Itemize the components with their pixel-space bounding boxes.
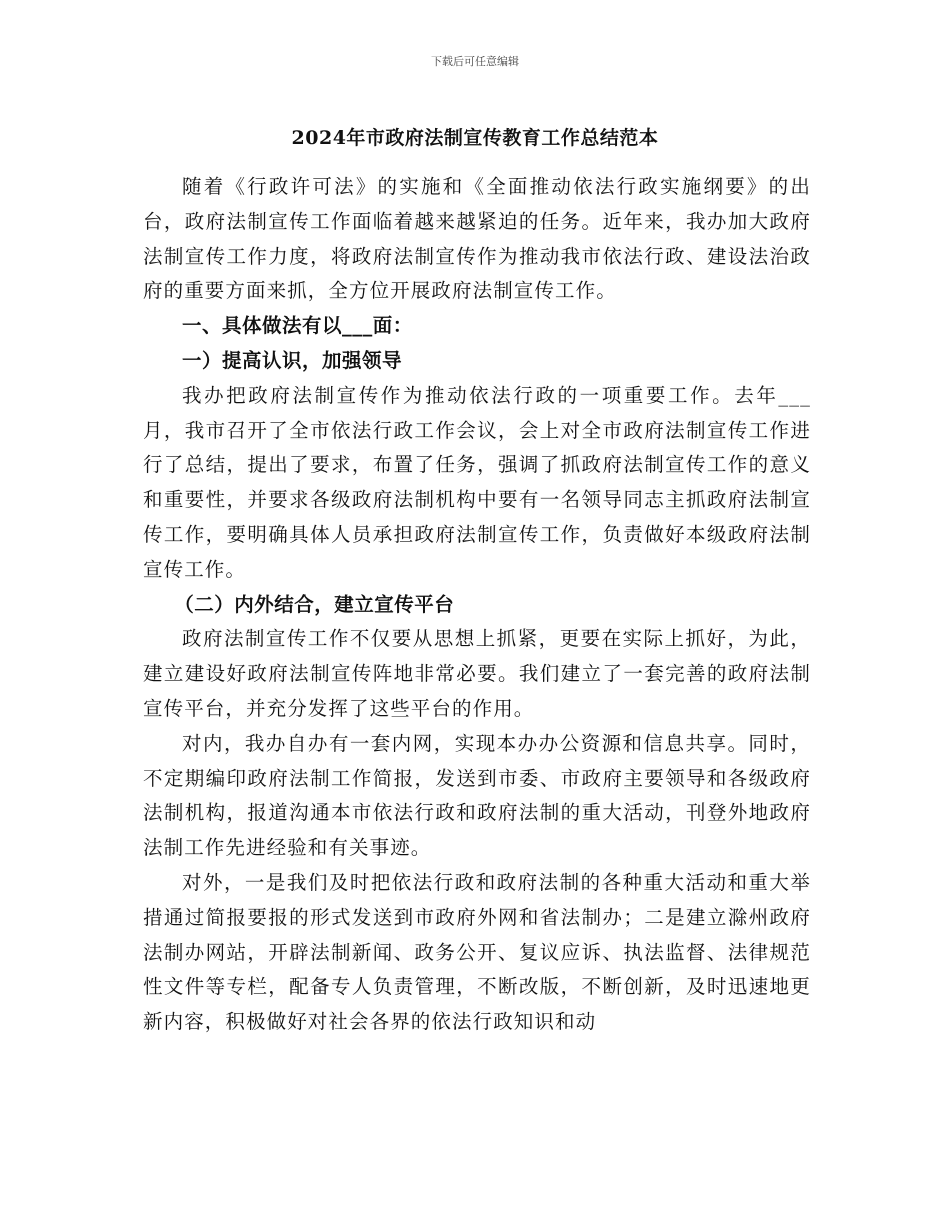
subsection-2-paragraph-3: 对外，一是我们及时把依法行政和政府法制的各种重大活动和重大举措通过简报要报的形式发送到市政府外网和省法制办；二是建立滁州政府法制办网站，开辟法制新闻、政务公开、复议应诉、执法监督、法律规范性文件等专栏，配备专人负责管理，不断改版，不断创新，及时迅速地更新内容，积极做好对社会各界的依法行政知识和动 — [143, 870, 811, 1034]
subsection-2-paragraph-1: 政府法制宣传工作不仅要从思想上抓紧，更要在实际上抓好，为此，建立建设好政府法制宣传阵地非常必要。我们建立了一套完善的政府法制宣传平台，并充分发挥了这些平台的作用。 — [143, 627, 811, 720]
section-1-heading: 一、具体做法有以___面： — [182, 314, 413, 338]
subsection-2-paragraph-2: 对内，我办自办有一套内网，实现本办办公资源和信息共享。同时，不定期编印政府法制工作简报，发送到市委、市政府主要领导和各级政府法制机构，报道沟通本市依法行政和政府法制的重大活动，刊登外地政府法制工作先进经验和有关事迹。 — [143, 731, 811, 860]
subsection-2-heading: （二）内外结合，建立宣传平台 — [174, 592, 455, 616]
page-header-note: 下载后可任意编辑 — [431, 55, 519, 68]
document-title: 2024年市政府法制宣传教育工作总结范本 — [291, 127, 659, 149]
subsection-1-paragraph: 我办把政府法制宣传作为推动依法行政的一项重要工作。去年___月，我市召开了全市依法行政工作会议，会上对全市政府法制宣传工作进行了总结，提出了要求，布置了任务，强调了抓政府法制宣传工作的意义和重要性，并要求各级政府法制机构中要有一名领导同志主抓政府法制宣传工作，要明确具体人员承担政府法制宣传工作，负责做好本级政府法制宣传工作。 — [143, 383, 811, 581]
subsection-1-heading: 一）提高认识，加强领导 — [182, 348, 403, 372]
intro-paragraph: 随着《行政许可法》的实施和《全面推动依法行政实施纲要》的出台，政府法制宣传工作面临着越来越紧迫的任务。近年来，我办加大政府法制宣传工作力度，将政府法制宣传作为推动我市依法行政、建设法治政府的重要方面来抓，全方位开展政府法制宣传工作。 — [143, 175, 811, 303]
document-body — [143, 170, 811, 1040]
